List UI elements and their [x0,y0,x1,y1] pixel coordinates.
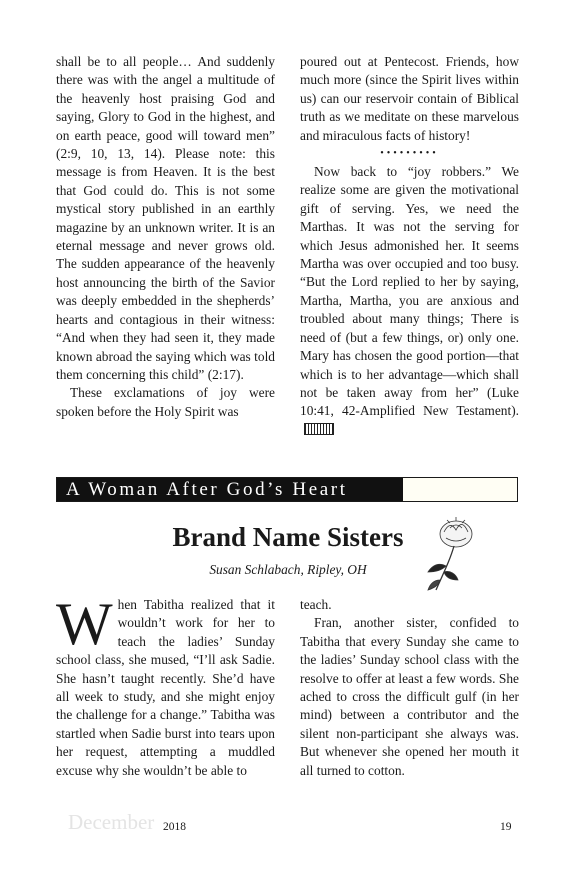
article-right-column [300,596,519,780]
paragraph: teach. [300,597,332,612]
paragraph [300,163,519,439]
paragraph-text: Now back to “joy robbers.” We realize some are given the motivational gift of serving. Yes, we need the Marthas. It was not the serving for which Jesus admonished her. It seems Martha was over occupied and too busy. “But the Lord replied to her by saying, Martha, Martha, you are anxious and troubled about many things; There is need of (but a few things, or) only one. Mary has chosen the good portion—that which is to her advantage—which shall not be taken away from her” (Luke 10:41, 42-Amplified New Testament). [300,164,519,419]
page-number: 19 [500,821,512,833]
footer-month: December [68,810,155,834]
paragraph [56,591,275,780]
paragraph: shall be to all people… And suddenly there was with the angel a multitude of the heavenly host praising God and saying, Glory to God in the highest, and on earth peace, good will toward men” (2:9, 10, 13, 14). Please note: this message is from Heaven. It is the best that God could do. This is not some mystical story published in an earthly magazine by an unknown writer. It is an eternal message and never grows old. The sudden appearance of the heavenly host announcing the birth of the Savior was deeply embedded in the shepherds’ hearts and contagious in their witness: “And when they had seen it, they made known abroad the saying which was told them concerning this child” (2:17). [56,54,275,382]
article-left-column [56,591,275,780]
paragraph: Fran, another sister, confided to Tabitha that every Sunday she came to the ladies’ Sunday school class with the resolve to offer at least a few words. She ached to cross the difficult gulf (in her mind) between a contributor and the silent non-participant she always was. But whenever she opened her mouth it all turned to cotton. [300,615,519,778]
section-banner [56,477,518,502]
article-title: Brand Name Sisters [172,522,404,552]
paragraph: These exclamations of joy were spoken before the Holy Spirit was [56,385,275,419]
paragraph-text: hen Tabitha realized that it wouldn’t work for her to teach the ladies’ Sunday school class, she mused, “I’ll ask Sadie. She hasn’t taught recently. She’d have all week to study, and she might enjoy the challenge for a change.” Tabitha was startled when Sadie burst into tears upon her request, attempting a muddled excuse why she wouldn’t be able to [56,597,275,778]
section-divider: ••••••••• [380,148,439,160]
drop-cap: W [56,591,113,657]
end-of-article-icon [304,423,334,435]
section-banner-title: A Woman After God’s Heart [57,478,403,501]
article-byline: Susan Schlabach, Ripley, OH [209,562,367,577]
top-left-column [56,53,275,421]
footer-year: 2018 [163,821,186,833]
top-right-column [300,53,519,439]
flower-illustration-icon [410,510,490,600]
paragraph: poured out at Pentecost. Friends, how much more (since the Spirit lives within us) can our reservoir contain of Biblical truth as we meditate on these marvelous and miraculous facts of history! [300,54,519,143]
